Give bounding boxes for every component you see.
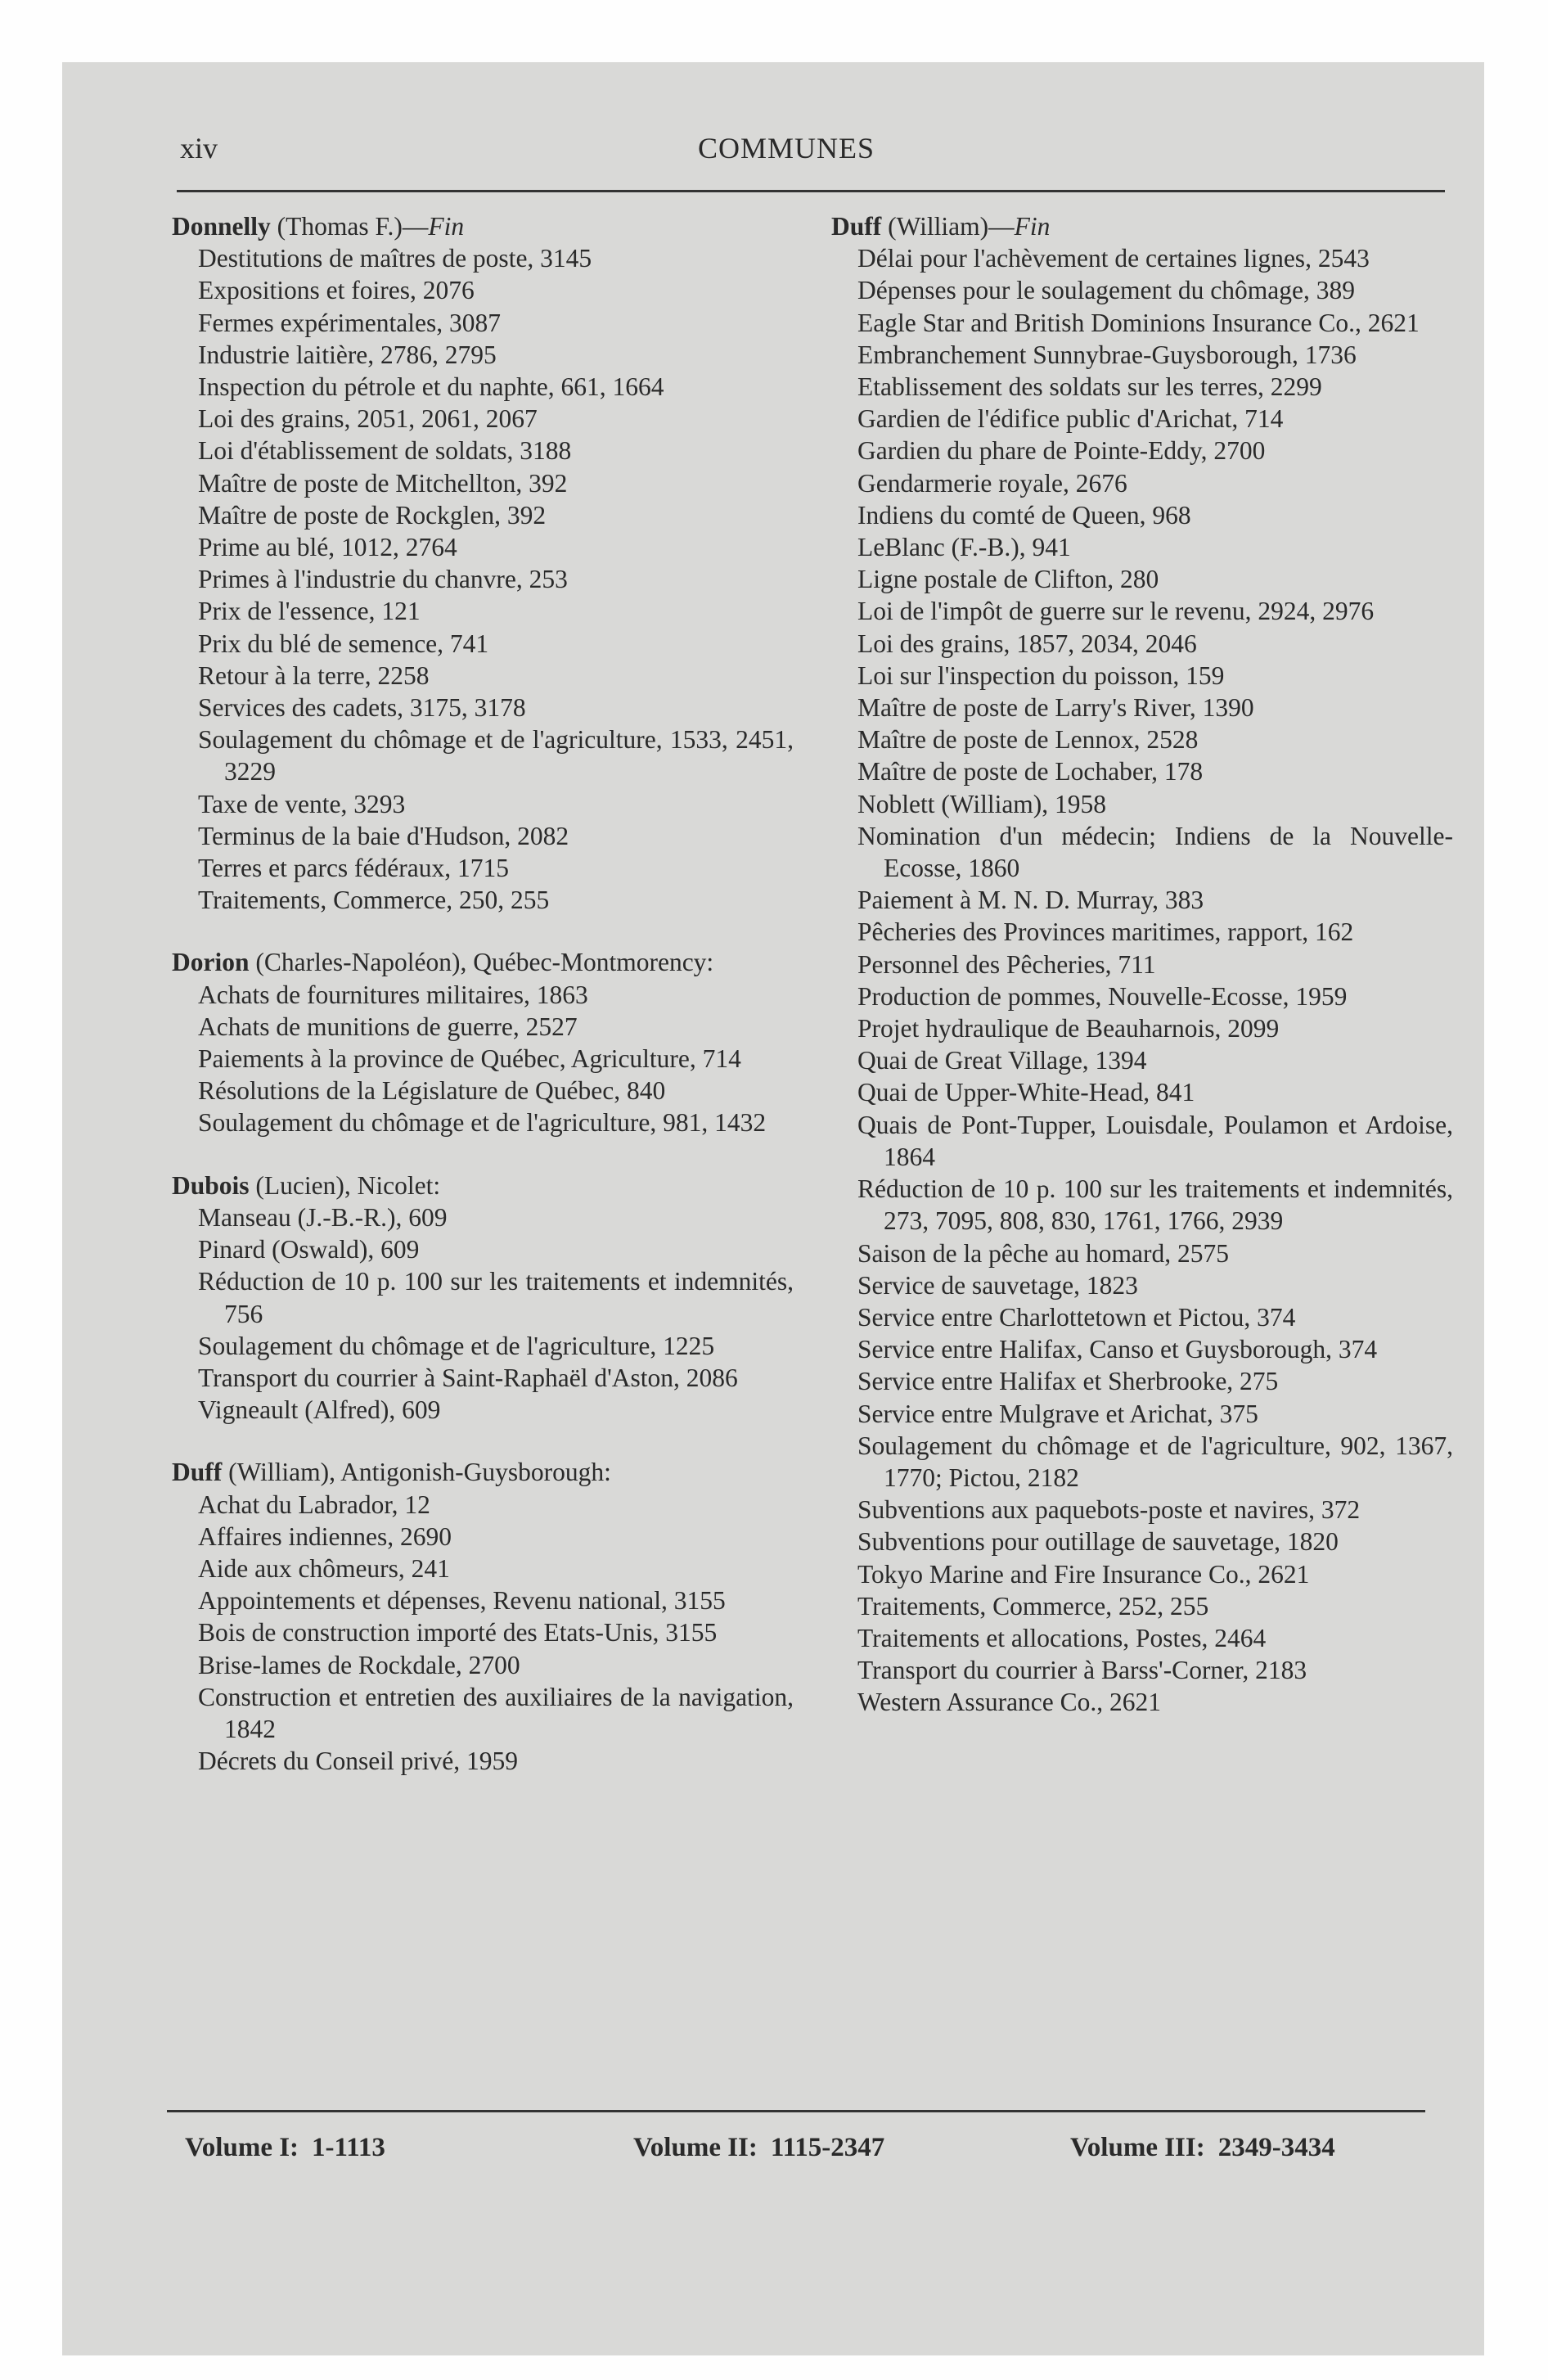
index-entry: [172, 1456, 794, 1777]
index-subentry: Appointements et dépenses, Revenu national, 3155: [198, 1586, 726, 1616]
index-subentry: Soulagement du chômage et de l'agriculture, 1225: [198, 1331, 715, 1360]
index-subentry: Inspection du pétrole et du naphte, 661, 1664: [198, 372, 664, 402]
index-entry: [831, 210, 1453, 1719]
index-subentry: Services des cadets, 3175, 3178: [198, 693, 526, 723]
index-subentry: Ligne postale de Clifton, 280: [857, 565, 1159, 594]
entry-heading: [172, 210, 794, 242]
index-subentry: Dépenses pour le soulagement du chômage, 389: [857, 276, 1355, 305]
member-name: Donnelly: [172, 212, 271, 241]
index-subentry: Taxe de vente, 3293: [198, 789, 406, 818]
index-subentry: Service de sauvetage, 1823: [857, 1270, 1138, 1300]
index-subentry: Production de pommes, Nouvelle-Ecosse, 1959: [857, 981, 1348, 1011]
index-subentry: Maître de poste de Mitchellton, 392: [198, 468, 568, 498]
page-number: xiv: [180, 132, 218, 165]
index-subentry: Pinard (Oswald), 609: [198, 1235, 420, 1264]
index-subentry: Loi des grains, 2051, 2061, 2067: [198, 404, 538, 434]
index-subentry: Subventions aux paquebots-poste et navires, 372: [857, 1495, 1361, 1525]
index-subentry: Loi d'établissement de soldats, 3188: [198, 436, 572, 466]
index-subentry: Noblett (William), 1958: [857, 789, 1107, 818]
index-subentry: Soulagement du chômage et de l'agriculture, 981, 1432: [198, 1108, 767, 1138]
index-subentry: Service entre Mulgrave et Arichat, 375: [857, 1399, 1258, 1428]
running-title: COMMUNES: [697, 132, 875, 165]
index-subentry: Service entre Charlottetown et Pictou, 374: [857, 1302, 1296, 1332]
index-subentry: Affaires indiennes, 2690: [198, 1521, 452, 1551]
index-subentry: Embranchement Sunnybrae-Guysborough, 1736: [857, 340, 1357, 369]
index-subentry: Aide aux chômeurs, 241: [198, 1553, 450, 1583]
index-subentry: Etablissement des soldats sur les terres, 2299: [857, 372, 1322, 402]
index-subentry: Terres et parcs fédéraux, 1715: [198, 854, 509, 883]
index-subentry: Gendarmerie royale, 2676: [857, 468, 1127, 498]
index-subentry: Achats de fournitures militaires, 1863: [198, 980, 588, 1009]
index-subentry: Construction et entretien des auxiliaires de la navigation, 1842: [198, 1682, 794, 1743]
index-subentry: Loi sur l'inspection du poisson, 159: [857, 660, 1225, 690]
index-subentry: Subventions pour outillage de sauvetage, 1820: [857, 1527, 1339, 1557]
index-subentry: Décrets du Conseil privé, 1959: [198, 1747, 519, 1776]
index-subentry: Eagle Star and British Dominions Insurance Co., 2621: [857, 308, 1420, 337]
index-subentry: Service entre Halifax et Sherbrooke, 275: [857, 1367, 1279, 1396]
index-subentry: Loi de l'impôt de guerre sur le revenu, 2924, 2976: [857, 597, 1375, 626]
index-subentry: Réduction de 10 p. 100 sur les traitements et indemnités, 756: [198, 1267, 794, 1328]
index-column-right: [831, 210, 1453, 1749]
index-subentry: Manseau (J.-B.-R.), 609: [198, 1202, 448, 1232]
index-subentry: Bois de construction importé des Etats-Unis, 3155: [198, 1618, 718, 1648]
member-detail: (Lucien), Nicolet:: [255, 1170, 441, 1200]
entry-heading: [172, 946, 794, 978]
page-header: [118, 131, 1455, 172]
index-subentry: Quais de Pont-Tupper, Louisdale, Poulamon et Ardoise, 1864: [857, 1110, 1453, 1171]
index-subentry: Destitutions de maîtres de poste, 3145: [198, 244, 592, 273]
index-subentry: Maître de poste de Lochaber, 178: [857, 757, 1204, 787]
index-subentry: Pêcheries des Provinces maritimes, rapport, 162: [857, 917, 1354, 947]
index-subentry: Industrie laitière, 2786, 2795: [198, 340, 497, 369]
index-subentry: Traitements et allocations, Postes, 2464: [857, 1623, 1267, 1652]
index-subentry: Quai de Upper-White-Head, 841: [857, 1078, 1195, 1107]
member-name: Duff: [172, 1458, 223, 1487]
index-column-left: [172, 210, 794, 1807]
footer-rule: [167, 2110, 1425, 2112]
index-subentry: Maître de poste de Rockglen, 392: [198, 500, 547, 530]
index-subentry: Prime au blé, 1012, 2764: [198, 533, 457, 562]
index-subentry: Gardien de l'édifice public d'Arichat, 714: [857, 404, 1284, 434]
index-subentry: Expositions et foires, 2076: [198, 276, 475, 305]
index-subentry: Paiement à M. N. D. Murray, 383: [857, 886, 1204, 915]
index-subentry: Maître de poste de Larry's River, 1390: [857, 693, 1254, 723]
index-subentry: Gardien du phare de Pointe-Eddy, 2700: [857, 436, 1266, 466]
index-subentry: Vigneault (Alfred), 609: [198, 1395, 441, 1425]
index-subentry: Retour à la terre, 2258: [198, 660, 430, 690]
index-subentry: Achat du Labrador, 12: [198, 1490, 430, 1519]
index-subentry: Terminus de la baie d'Hudson, 2082: [198, 821, 569, 850]
entry-heading: [172, 1456, 794, 1488]
index-subentry: Indiens du comté de Queen, 968: [857, 500, 1191, 530]
index-subentry: Délai pour l'achèvement de certaines lignes, 2543: [857, 244, 1370, 273]
index-entry: [172, 1170, 794, 1427]
index-subentry: Soulagement du chômage et de l'agriculture, 1533, 2451, 3229: [198, 725, 794, 787]
entry-heading: [831, 210, 1453, 242]
index-subentry: Projet hydraulique de Beauharnois, 2099: [857, 1014, 1280, 1044]
index-entry: [172, 210, 794, 916]
volume-range: Volume I: 1-1113: [185, 2133, 385, 2162]
index-subentry: Fermes expérimentales, 3087: [198, 308, 502, 337]
index-subentry: Achats de munitions de guerre, 2527: [198, 1012, 578, 1041]
index-subentry: Maître de poste de Lennox, 2528: [857, 725, 1199, 755]
index-subentry: Service entre Halifax, Canso et Guysborough, 374: [857, 1335, 1378, 1364]
index-subentry: Quai de Great Village, 1394: [857, 1046, 1147, 1075]
index-subentry: Western Assurance Co., 2621: [857, 1688, 1162, 1717]
volume-range: Volume II: 1115-2347: [633, 2133, 885, 2162]
index-subentry: Prix de l'essence, 121: [198, 597, 421, 626]
index-subentry: Tokyo Marine and Fire Insurance Co., 2621: [857, 1559, 1310, 1589]
member-detail: (William)—Fin: [888, 212, 1051, 241]
index-subentry: Transport du courrier à Saint-Raphaël d'Aston, 2086: [198, 1363, 738, 1392]
member-name: Dubois: [172, 1170, 250, 1200]
index-subentry: Transport du courrier à Barss'-Corner, 2183: [857, 1656, 1307, 1685]
index-subentry: Nomination d'un médecin; Indiens de la Nouvelle-Ecosse, 1860: [857, 821, 1453, 883]
member-detail: (William), Antigonish-Guysborough:: [228, 1458, 611, 1487]
index-subentry: Soulagement du chômage et de l'agriculture, 902, 1367, 1770; Pictou, 2182: [857, 1431, 1453, 1492]
index-subentry: Personnel des Pêcheries, 711: [857, 949, 1156, 979]
index-subentry: LeBlanc (F.-B.), 941: [857, 533, 1071, 562]
index-subentry: Prix du blé de semence, 741: [198, 629, 489, 658]
index-subentry: Paiements à la province de Québec, Agriculture, 714: [198, 1044, 741, 1074]
index-subentry: Brise-lames de Rockdale, 2700: [198, 1650, 520, 1679]
index-subentry: Loi des grains, 1857, 2034, 2046: [857, 629, 1197, 658]
index-subentry: Saison de la pêche au homard, 2575: [857, 1238, 1229, 1268]
volume-range: Volume III: 2349-3434: [1070, 2133, 1335, 2162]
index-subentry: Réduction de 10 p. 100 sur les traitements et indemnités, 273, 7095, 808, 830, 1761, 1766, 2939: [857, 1174, 1453, 1236]
index-subentry: Traitements, Commerce, 252, 255: [857, 1591, 1209, 1620]
member-detail: (Thomas F.)—Fin: [277, 212, 465, 241]
member-name: Dorion: [172, 948, 250, 977]
index-entry: [172, 946, 794, 1138]
index-subentry: Résolutions de la Législature de Québec, 840: [198, 1076, 666, 1106]
index-subentry: Primes à l'industrie du chanvre, 253: [198, 565, 568, 594]
index-subentry: Traitements, Commerce, 250, 255: [198, 886, 550, 915]
header-rule: [177, 190, 1445, 192]
member-detail: (Charles-Napoléon), Québec-Montmorency:: [255, 948, 714, 977]
entry-heading: [172, 1170, 794, 1201]
member-name: Duff: [831, 212, 882, 241]
